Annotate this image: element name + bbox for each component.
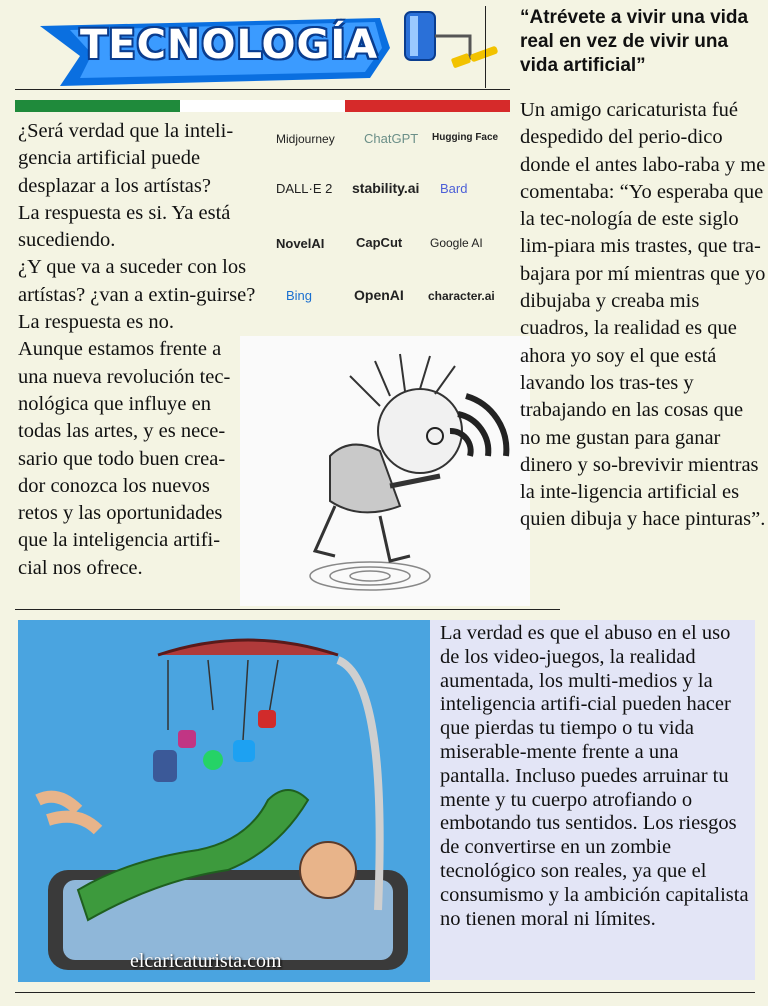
headline-quote: “Atrévete a vivir una vida real en vez de vivir una vida artificial” [520, 7, 749, 76]
paragraph: ¿Y que va a suceder con los artístas? ¿van a extin-guirse? [18, 256, 256, 306]
paragraph: Aunque estamos frente a una nueva revolución tec-nológica que influye en todas las artes, y es nece-sario que todo buen crea-dor conozca los nuevos retos y las oportunidades que la inteligencia artifi-cial nos ofrece. [18, 338, 231, 579]
facebook-icon [153, 750, 177, 782]
watermark: elcaricaturista.com [130, 950, 282, 972]
section-title: TECNOLOGÍA [80, 22, 379, 68]
instagram-icon [178, 730, 196, 748]
twitter-icon [233, 740, 255, 762]
divider-bottom [15, 992, 755, 993]
divider-middle [15, 609, 560, 610]
divider-top [15, 89, 510, 90]
cartoon-illustration [18, 620, 430, 982]
sketch-illustration [240, 336, 530, 606]
logo-bard: Bard [440, 181, 468, 196]
paragraph: La respuesta es si. Ya está sucediendo. [18, 201, 231, 252]
ai-logos-grid [272, 118, 512, 328]
flag-stripe-red [345, 100, 510, 112]
youtube-icon [258, 710, 276, 728]
flag-stripe-white [180, 100, 345, 112]
left-column [18, 118, 263, 582]
logo-openai: OpenAI [354, 287, 404, 303]
whatsapp-icon [203, 750, 223, 770]
logo-chatgpt: ChatGPT [364, 131, 419, 146]
logo-google-ai: Google AI [430, 236, 483, 250]
logo-character-ai: character.ai [428, 289, 495, 303]
paragraph: La respuesta es no. [18, 311, 174, 334]
logo-capcut: CapCut [356, 235, 403, 250]
flag-stripe-green [15, 100, 180, 112]
divider-vertical [485, 6, 486, 88]
paragraph: ¿Será verdad que la inteli-gencia artificial puede desplazar a los artístas? [18, 120, 234, 197]
logo-bing: Bing [286, 288, 313, 303]
logo-stability-ai: stability.ai [352, 180, 420, 196]
right-column: Un amigo caricaturista fué despedido del perio-dico donde el antes labo-raba y me comentaba: “Yo esperaba que la tec-nología de este siglo lim-piara mis trastes, que tra-bajara por mí mientras que yo dibujaba y creaba mis cuadros, la realidad es que ahora yo soy el que está lavando los tras-tes y trabajando en las cosas que no me gustan para ganar dinero y so-brevivir mientras la inte-ligencia artificial es quien dibuja y hace pinturas”. [520, 99, 766, 531]
logo-hugging-face: Hugging Face [432, 132, 499, 143]
logo-midjourney: Midjourney [276, 132, 335, 146]
bottom-text: La verdad es que el abuso en el uso de los video-juegos, la realidad aumentada, los multi-medios y la inteligencia artifi-cial pueden hacer que pierdas tu tiempo o tu vida miserable-mente frente a una pantalla. Incluso puedes arruinar tu mente y tu cuerpo atrofiando o embotando tus sentidos. Los riesgos de convertirse en un zombie tecnológico son reales, ya que el consumismo y la ambición capitalista no tienen moral ni límites. [440, 622, 749, 930]
logo-dalle2: DALL·E 2 [276, 181, 333, 196]
logo-novelai: NovelAI [276, 236, 325, 251]
